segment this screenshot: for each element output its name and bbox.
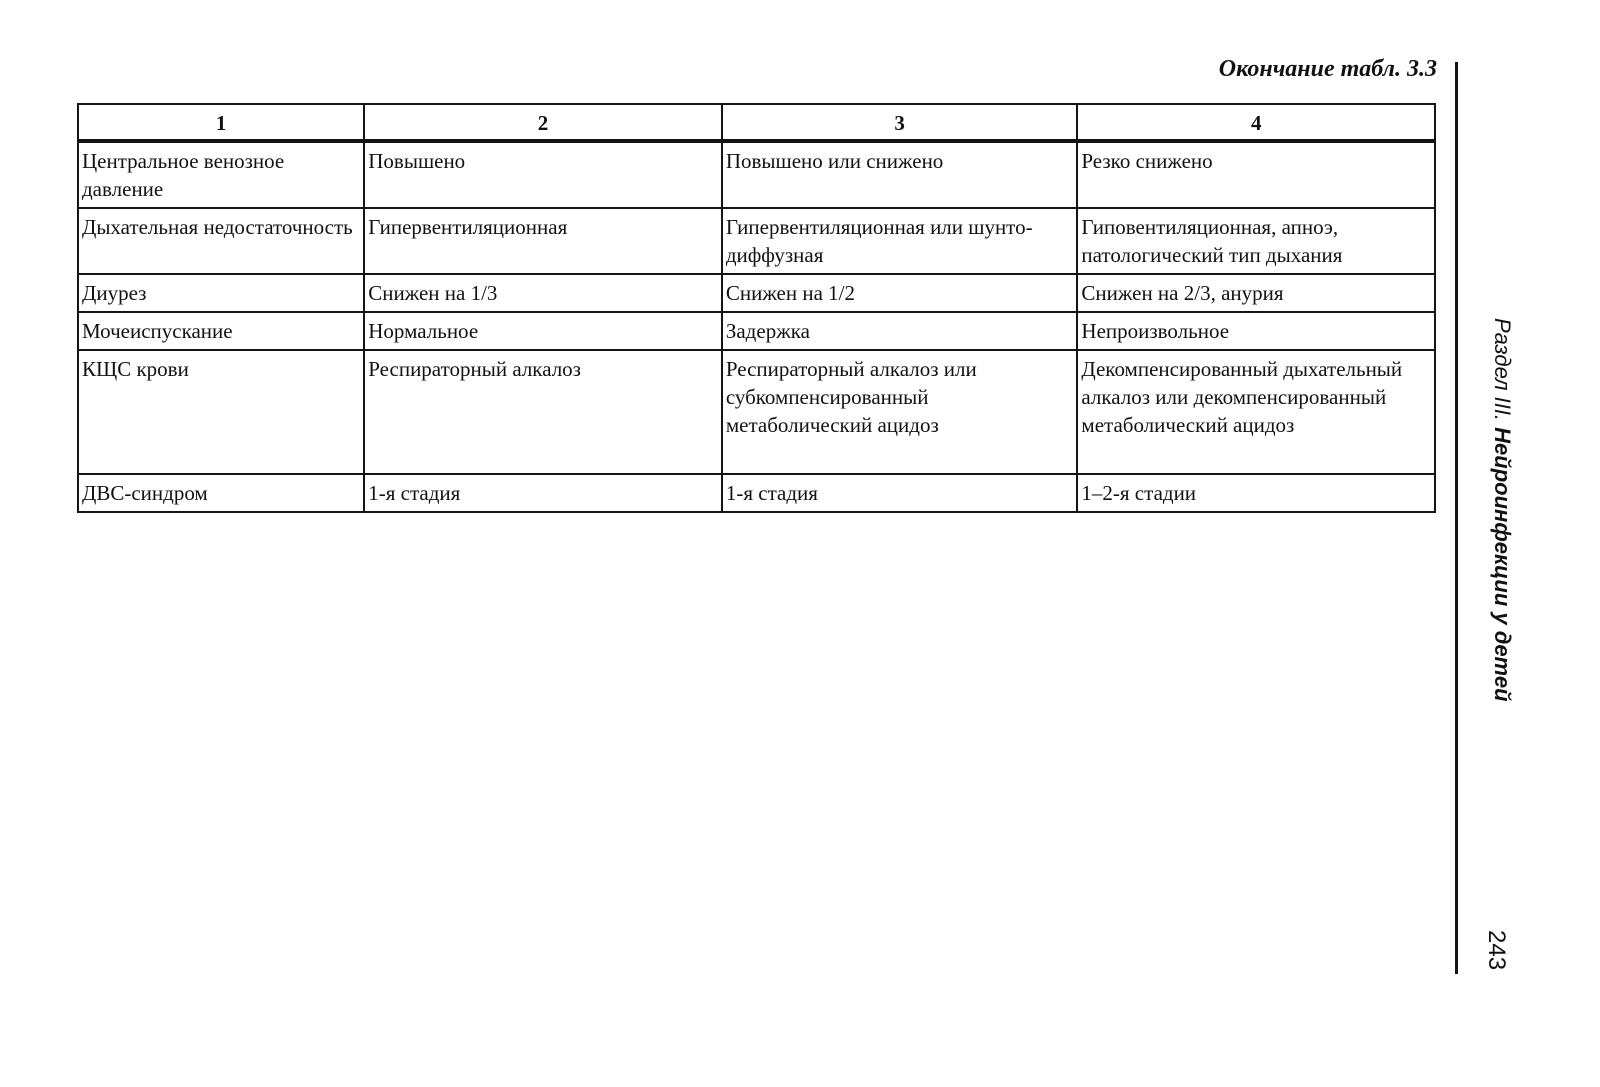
table-cell: Повышено или снижено — [722, 141, 1078, 208]
running-header — [1475, 318, 1515, 738]
data-table — [77, 103, 1436, 513]
table-row — [78, 141, 1435, 208]
margin-rule — [1455, 62, 1458, 974]
table-cell: Центральное венозное давление — [78, 141, 364, 208]
header-cell-2: 2 — [364, 104, 722, 141]
header-cell-4: 4 — [1077, 104, 1435, 141]
table-cell: Дыхательная недостаточность — [78, 208, 364, 274]
table-cell: 1-я стадия — [722, 474, 1078, 512]
table-cell: Задержка — [722, 312, 1078, 350]
table-cell: Повышено — [364, 141, 722, 208]
table-cell: Декомпенсированный дыхательный алкалоз или декомпенсированный метаболический ацидоз — [1077, 350, 1435, 474]
table-cell: Гипервентиляционная — [364, 208, 722, 274]
table-cell: 1-я стадия — [364, 474, 722, 512]
table-caption: Окончание табл. 3.3 — [1218, 56, 1437, 82]
table-cell: Снижен на 2/3, анурия — [1077, 274, 1435, 312]
table-cell: Гипервентиляционная или шунто-диффузная — [722, 208, 1078, 274]
table-cell: Непроизвольное — [1077, 312, 1435, 350]
table-cell: Снижен на 1/3 — [364, 274, 722, 312]
table-cell: 1–2-я стадии — [1077, 474, 1435, 512]
table-row — [78, 312, 1435, 350]
header-cell-1: 1 — [78, 104, 364, 141]
table-row — [78, 350, 1435, 474]
table-row — [78, 474, 1435, 512]
header-cell-3: 3 — [722, 104, 1078, 141]
running-header-title: Нейроинфекции у детей — [1490, 427, 1515, 702]
table-cell: ДВС-синдром — [78, 474, 364, 512]
table-row — [78, 208, 1435, 274]
table-cell: Мочеиспускание — [78, 312, 364, 350]
table-cell: Нормальное — [364, 312, 722, 350]
table-cell: Респираторный алкалоз или субкомпенсированный метаболический ацидоз — [722, 350, 1078, 474]
table-cell: Диурез — [78, 274, 364, 312]
table-cell: Гиповентиляционная, апноэ, патологический тип дыхания — [1077, 208, 1435, 274]
page-number: 243 — [1483, 930, 1510, 971]
running-header-section: Раздел III. — [1490, 318, 1515, 428]
table-cell: КЩС крови — [78, 350, 364, 474]
table-cell: Снижен на 1/2 — [722, 274, 1078, 312]
table-row — [78, 274, 1435, 312]
table-cell: Резко снижено — [1077, 141, 1435, 208]
table-header-row — [78, 104, 1435, 141]
table-cell: Респираторный алкалоз — [364, 350, 722, 474]
